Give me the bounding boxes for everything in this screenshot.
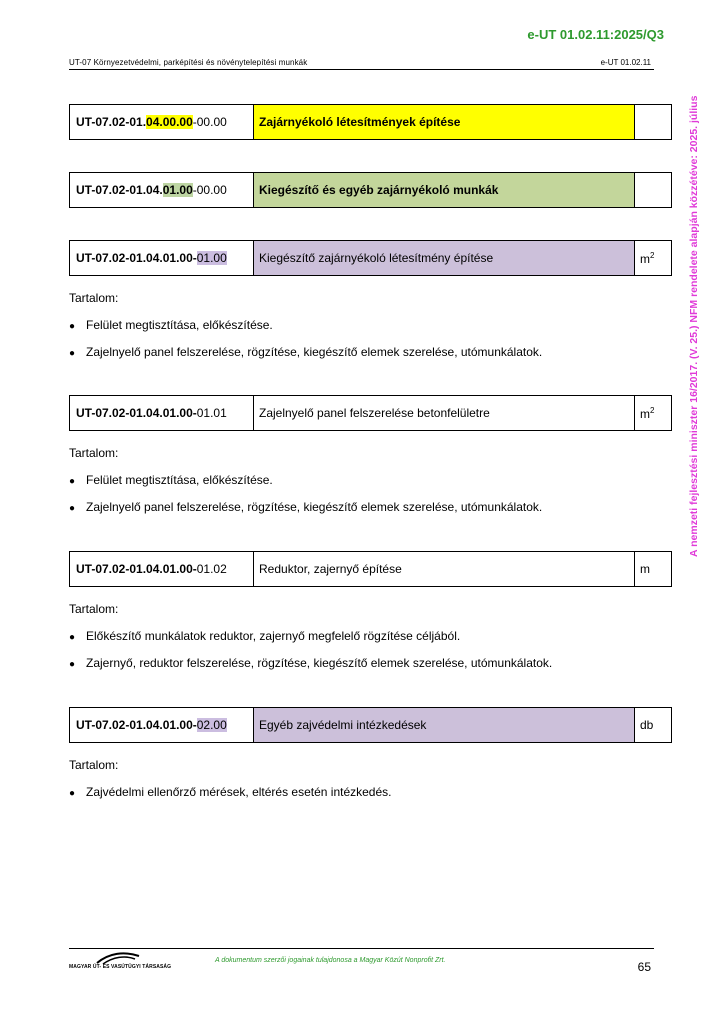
list-item: ● Felület megtisztítása, előkészítése.	[69, 318, 273, 332]
running-header-code: e-UT 01.02.11	[600, 58, 651, 67]
item-title: Reduktor, zajernyő építése	[254, 552, 635, 587]
page-number: 65	[637, 960, 651, 974]
item-table-level-3	[69, 240, 672, 276]
copyright-note: A dokumentum szerzői jogainak tulajdonosa a Magyar Közút Nonprofit Zrt.	[215, 957, 446, 964]
item-code: UT-07.02-01.04.01.00-01.00	[70, 241, 254, 276]
item-unit	[635, 173, 672, 208]
publication-side-note: A nemzeti fejlesztési miniszter 16/2017. (V. 25.) NFM rendelete alapján közzétéve: 2025. július	[688, 96, 700, 558]
item-unit	[635, 105, 672, 140]
content-label: Tartalom:	[69, 446, 119, 460]
item-title: Egyéb zajvédelmi intézkedések	[254, 708, 635, 743]
item-title: Kiegészítő zajárnyékoló létesítmény építése	[254, 241, 635, 276]
footer-divider	[69, 948, 654, 949]
bullet-icon: ●	[69, 632, 76, 643]
content-label: Tartalom:	[69, 602, 119, 616]
item-code: UT-07.02-01.04.00.00-00.00	[70, 105, 254, 140]
item-table-level-4	[69, 551, 672, 587]
item-code: UT-07.02-01.04.01.00-01.01	[70, 396, 254, 431]
item-title: Kiegészítő és egyéb zajárnyékoló munkák	[254, 173, 635, 208]
item-unit: $m^2$	[635, 241, 672, 276]
list-item: ● Zajernyő, reduktor felszerelése, rögzítése, kiegészítő elemek szerelése, utómunkálatok.	[69, 656, 553, 670]
content-label: Tartalom:	[69, 758, 119, 772]
item-title: Zajelnyelő panel felszerelése betonfelületre	[254, 396, 635, 431]
document-code: e-UT 01.02.11:2025/Q3	[527, 27, 664, 42]
header-divider	[69, 69, 654, 70]
bullet-icon: ●	[69, 321, 76, 332]
bullet-icon: ●	[69, 476, 76, 487]
item-code: UT-07.02-01.04.01.00-00.00	[70, 173, 254, 208]
list-item: ● Zajvédelmi ellenőrző mérések, eltérés esetén intézkedés.	[69, 785, 392, 799]
content-label: Tartalom:	[69, 291, 119, 305]
society-logo-text: MAGYAR ÚT- ÉS VASÚTÜGYI TÁRSASÁG	[69, 964, 172, 970]
item-unit: $m^2$	[635, 396, 672, 431]
item-code: UT-07.02-01.04.01.00-01.02	[70, 552, 254, 587]
item-title: Zajárnyékoló létesítmények építése	[254, 105, 635, 140]
item-table-level-4	[69, 395, 672, 431]
item-code: UT-07.02-01.04.01.00-02.00	[70, 708, 254, 743]
bullet-icon: ●	[69, 659, 76, 670]
running-header-title: UT-07 Környezetvédelmi, parképítési és növénytelepítési munkák	[69, 58, 308, 67]
list-item: ● Felület megtisztítása, előkészítése.	[69, 473, 273, 487]
list-item: ● Előkészítő munkálatok reduktor, zajernyő megfelelő rögzítése céljából.	[69, 629, 461, 643]
item-unit: m	[635, 552, 672, 587]
item-table-level-1	[69, 104, 672, 140]
bullet-icon: ●	[69, 788, 76, 799]
item-table-level-3	[69, 707, 672, 743]
item-unit: db	[635, 708, 672, 743]
bullet-icon: ●	[69, 348, 76, 359]
bullet-icon: ●	[69, 503, 76, 514]
item-table-level-2	[69, 172, 672, 208]
list-item: ● Zajelnyelő panel felszerelése, rögzítése, kiegészítő elemek szerelése, utómunkálatok.	[69, 345, 543, 359]
list-item: ● Zajelnyelő panel felszerelése, rögzítése, kiegészítő elemek szerelése, utómunkálatok.	[69, 500, 543, 514]
